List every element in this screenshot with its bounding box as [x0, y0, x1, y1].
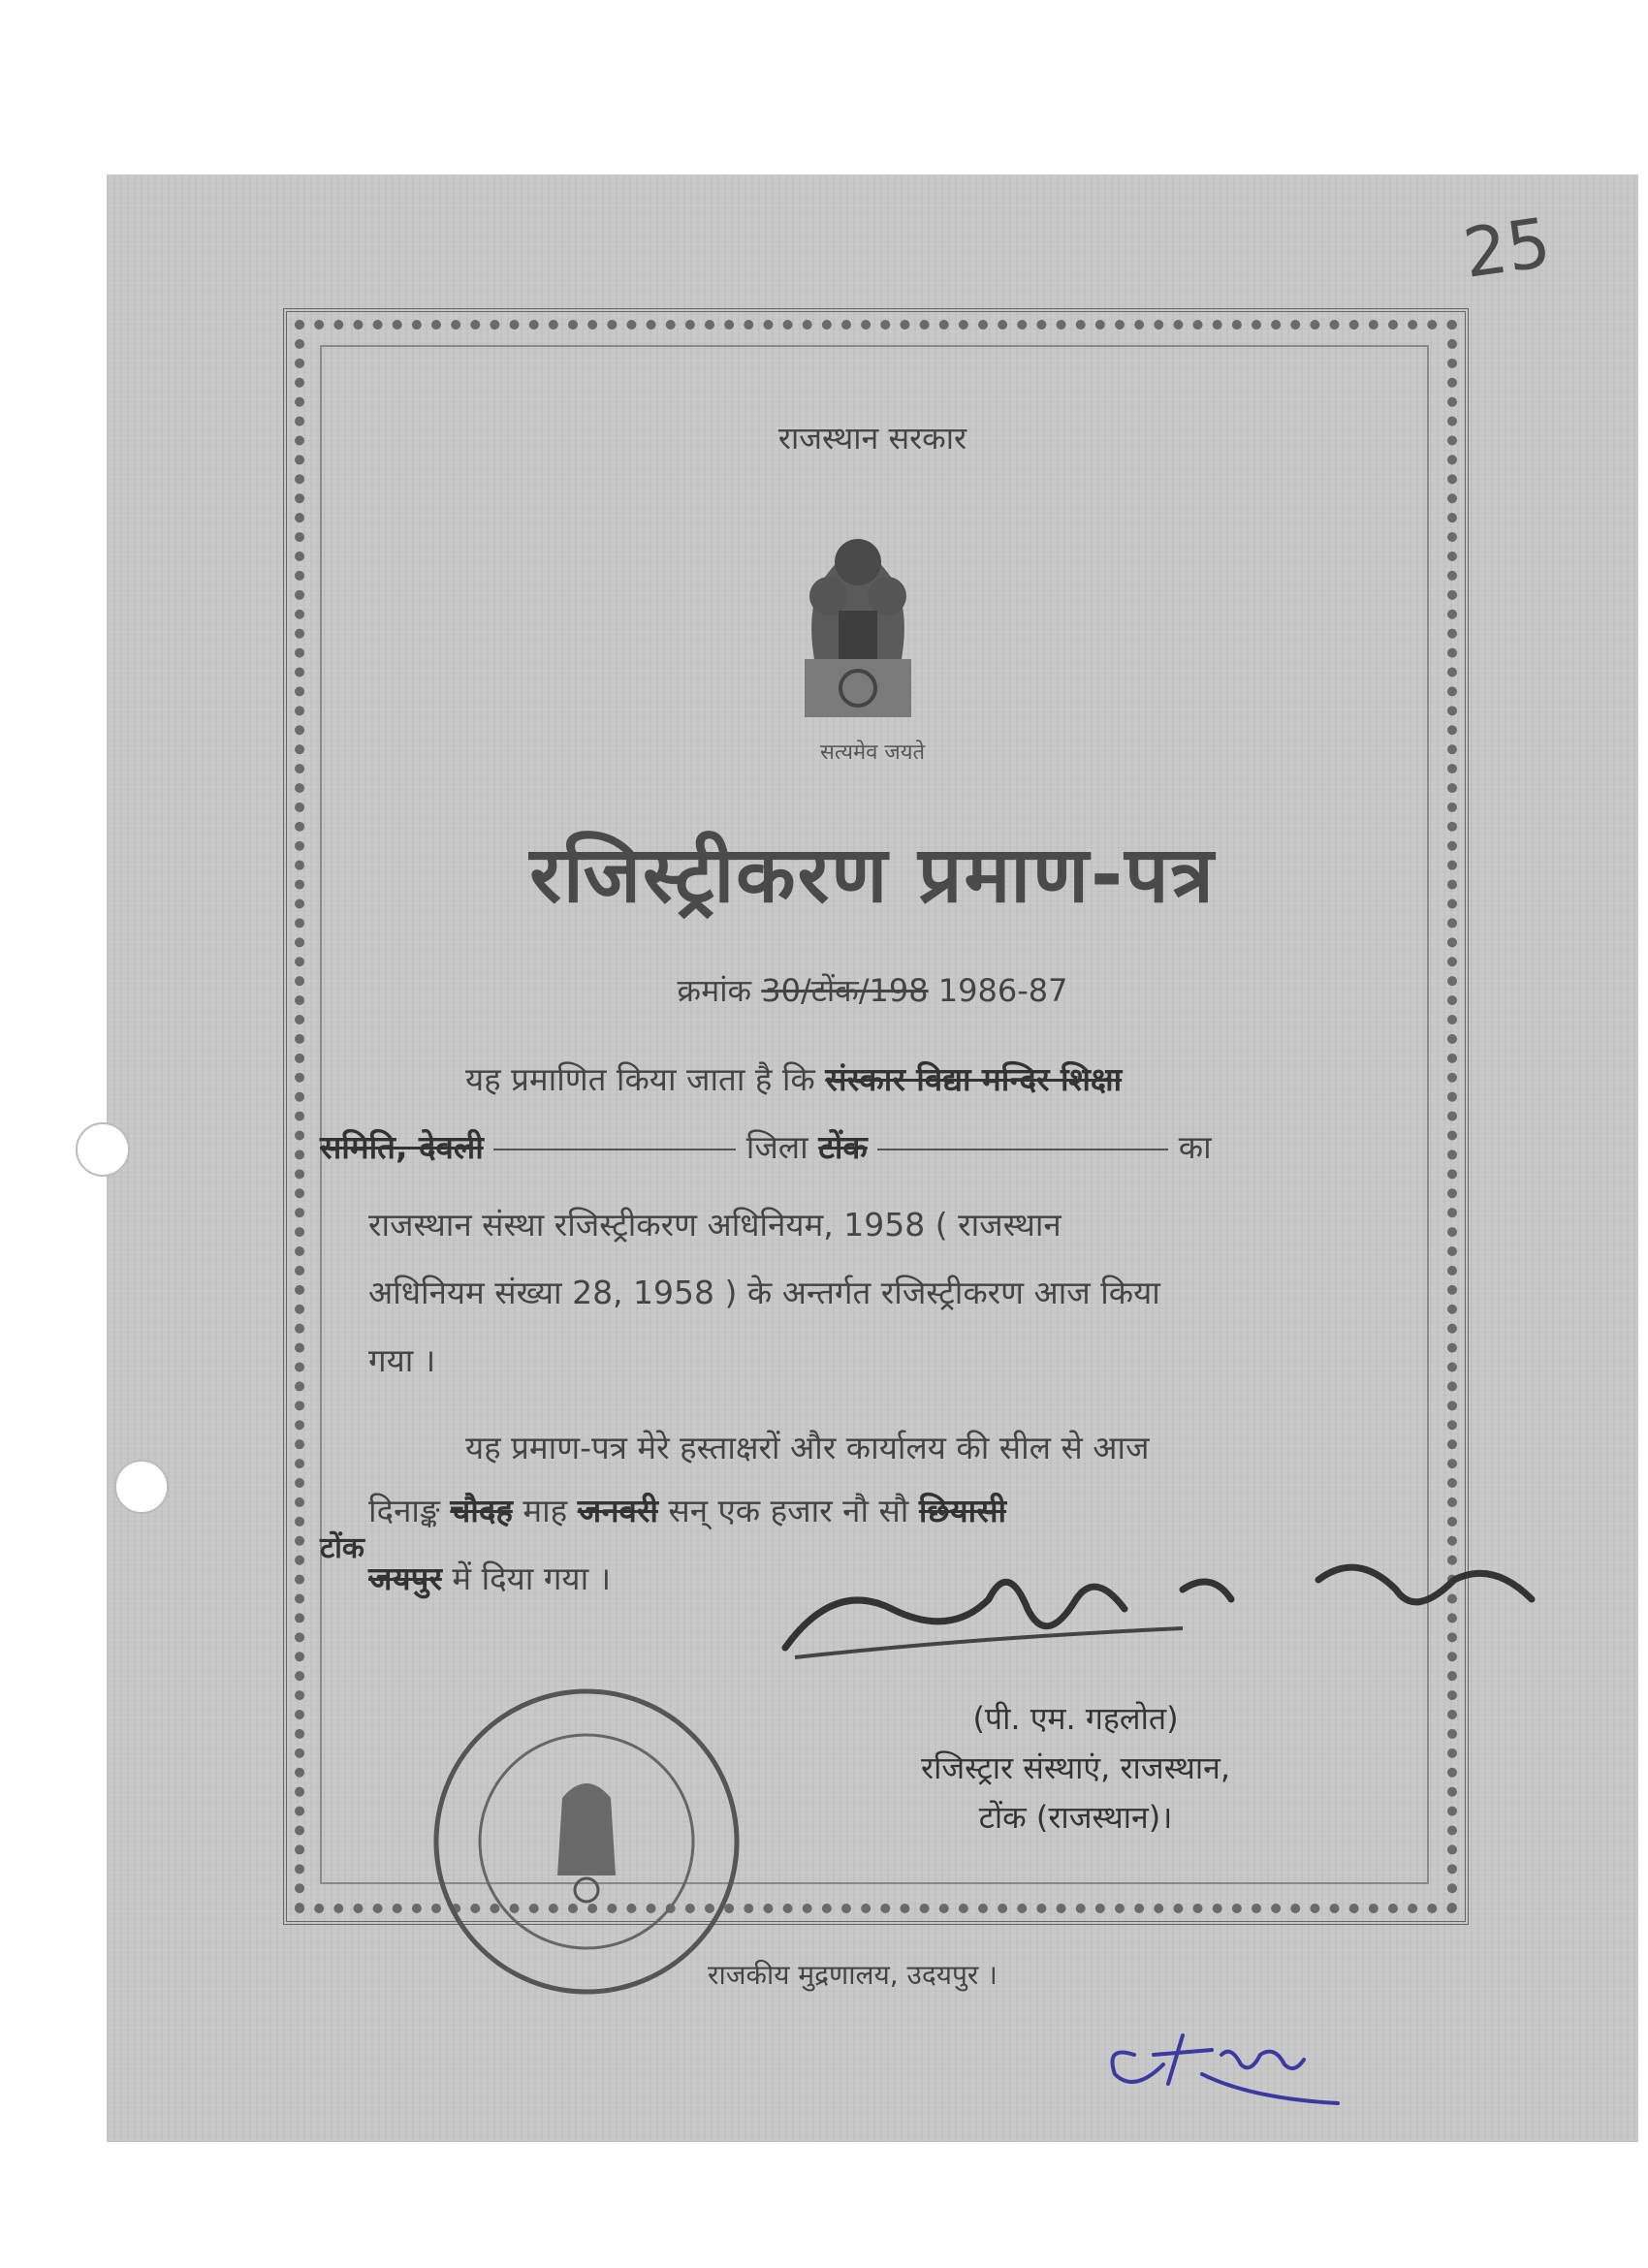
issue-line-2 — [368, 1488, 1006, 1531]
punch-hole-top — [76, 1122, 130, 1177]
signer-place: टोंक (राजस्थान)। — [978, 1799, 1173, 1837]
year-words: सन् एक हजार नौ सौ — [668, 1492, 909, 1529]
year-fill: छियासी — [918, 1492, 1007, 1529]
blank-rule — [877, 1149, 1168, 1150]
org-name-fill-2: समिति, देवली — [320, 1128, 484, 1166]
cert-no-label: क्रमांक — [677, 972, 752, 1009]
district-label: जिला — [745, 1128, 808, 1166]
national-emblem-icon — [785, 514, 931, 740]
cert-no-value: 30/टोंक/198 — [761, 972, 929, 1009]
given-text: में दिया गया । — [452, 1559, 612, 1597]
cert-year: 1986-87 — [937, 972, 1068, 1009]
office-seal — [427, 1682, 746, 2005]
issue-line-3 — [368, 1556, 611, 1599]
page-number: 25 — [1458, 203, 1556, 294]
act-line-3: गया । — [368, 1341, 436, 1379]
emblem-motto: सत्यमेव जयते — [819, 740, 926, 765]
day-fill: चौदह — [450, 1492, 513, 1529]
punch-hole-bottom — [114, 1460, 169, 1514]
blank-rule — [493, 1149, 736, 1150]
intro-text: यह प्रमाणित किया जाता है कि — [465, 1060, 815, 1098]
signer-name: (पी. एम. गहलोत) — [972, 1700, 1179, 1737]
org-name-fill-1: संस्कार विद्या मन्दिर शिक्षा — [825, 1060, 1123, 1098]
signer-title: रजिस्ट्रार संस्थाएं, राजस्थान, — [921, 1749, 1231, 1787]
place-struck: जयपुर — [368, 1559, 442, 1597]
month-label: माह — [523, 1492, 568, 1529]
of-text: का — [1178, 1128, 1212, 1166]
body-line-1 — [465, 1056, 1122, 1100]
date-label: दिनाङ्क — [368, 1492, 440, 1529]
signature — [776, 1541, 1551, 1681]
handwritten-initials — [1095, 2006, 1347, 2117]
act-line-1: राजस्थान संस्था रजिस्ट्रीकरण अधिनियम, 1958 ( राजस्थान — [368, 1206, 1062, 1244]
act-line-2: अधिनियम संख्या 28, 1958 ) के अन्तर्गत रजिस्ट्रीकरण आज किया — [368, 1274, 1160, 1311]
government-header: राजस्थान सरकार — [777, 420, 967, 457]
month-fill: जनवरी — [577, 1492, 658, 1529]
issue-line-1: यह प्रमाण-पत्र मेरे हस्ताक्षरों और कार्यालय की सील से आज — [465, 1429, 1150, 1466]
press-footer: राजकीय मुद्रणालय, उदयपुर । — [708, 1959, 998, 1991]
place-fill: टोंक — [320, 1531, 364, 1565]
signer-block — [921, 1694, 1230, 1843]
certificate-number — [291, 969, 1454, 1011]
district-fill: टोंक — [818, 1128, 868, 1166]
body-line-2 — [320, 1124, 1212, 1168]
certificate-title: रजिस्ट्रीकरण प्रमाण-पत्र — [529, 830, 1216, 920]
